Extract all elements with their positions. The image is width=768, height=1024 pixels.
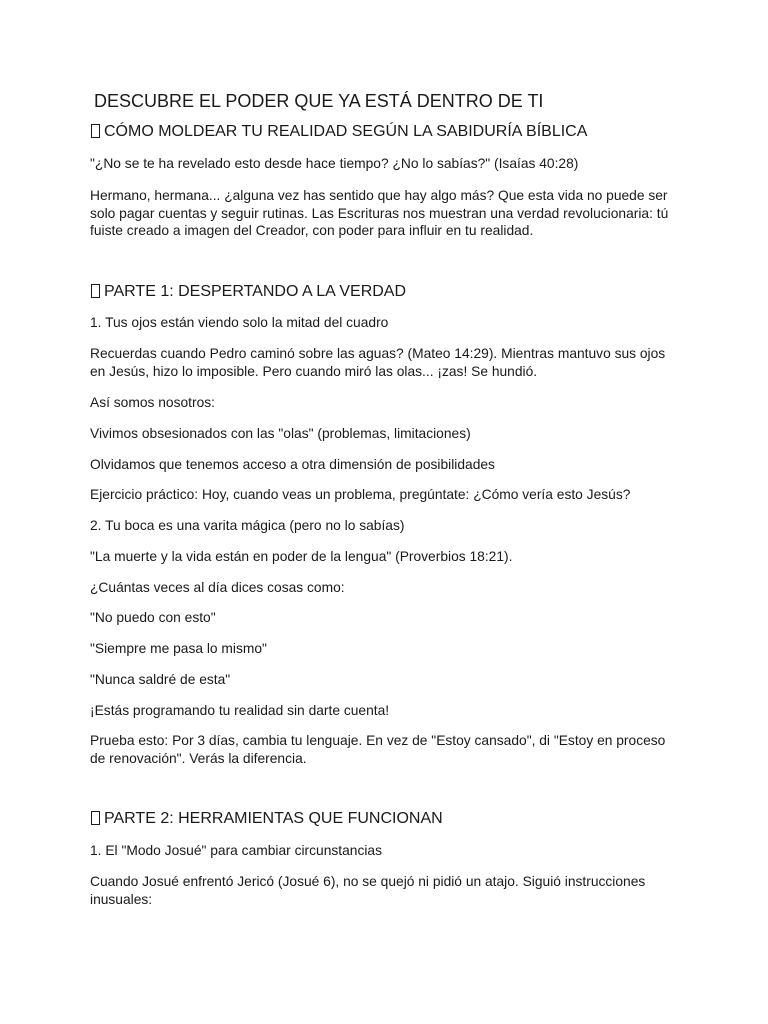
part1-paragraph: ¡Estás programando tu realidad sin darte cuenta!: [90, 703, 390, 718]
part1-paragraph: "Siempre me pasa lo mismo": [90, 641, 267, 656]
intro-quote: "¿No se te ha revelado esto desde hace tiempo? ¿No lo sabías?" (Isaías 40:28): [90, 156, 579, 171]
part1-paragraph: "No puedo con esto": [90, 610, 216, 625]
part1-paragraph: 2. Tu boca es una varita mágica (pero no lo sabías): [90, 518, 405, 533]
part1-paragraph: Prueba esto: Por 3 días, cambia tu lenguaje. En vez de "Estoy cansado", di "Estoy en proceso de renovación". Verás la diferencia.: [90, 733, 666, 766]
part1-paragraph: Ejercicio práctico: Hoy, cuando veas un problema, pregúntate: ¿Cómo vería esto Jesús?: [90, 487, 631, 502]
part1-heading-text: PARTE 1: DESPERTANDO A LA VERDAD: [104, 283, 407, 300]
part2-paragraph: Cuando Josué enfrentó Jericó (Josué 6), no se quejó ni pidió un atajo. Siguió instrucciones inusuales:: [90, 874, 646, 907]
part1-paragraph: ¿Cuántas veces al día dices cosas como:: [90, 580, 345, 595]
missing-glyph-icon: [91, 124, 100, 138]
missing-glyph-icon: [91, 284, 100, 298]
subtitle-text: CÓMO MOLDEAR TU REALIDAD SEGÚN LA SABIDURÍA BÍBLICA: [104, 123, 588, 140]
part2-paragraph: 1. El "Modo Josué" para cambiar circunstancias: [90, 843, 382, 858]
part2-heading: [91, 809, 443, 829]
document-title: DESCUBRE EL PODER QUE YA ESTÁ DENTRO DE TI: [94, 91, 544, 111]
part1-paragraph: "Nunca saldré de esta": [90, 672, 231, 687]
part1-heading: [91, 282, 406, 302]
missing-glyph-icon: [91, 811, 100, 825]
part1-paragraph: Recuerdas cuando Pedro caminó sobre las aguas? (Mateo 14:29). Mientras mantuvo sus ojos en Jesús, hizo lo imposible. Pero cuando miró las olas... ¡zas! Se hundió.: [90, 346, 666, 379]
part1-paragraph: Olvidamos que tenemos acceso a otra dimensión de posibilidades: [90, 457, 495, 472]
document-subtitle: [91, 122, 587, 142]
part1-paragraph: 1. Tus ojos están viendo solo la mitad del cuadro: [90, 315, 389, 330]
part1-paragraph: Vivimos obsesionados con las "olas" (problemas, limitaciones): [90, 426, 471, 441]
intro-paragraph: Hermano, hermana... ¿alguna vez has sentido que hay algo más? Que esta vida no puede ser solo pagar cuentas y seguir rutinas. Las Escrituras nos muestran una verdad revolucionaria: tú fuiste creado a imagen del Creador, con poder para influir en tu realidad.: [90, 188, 669, 238]
part1-paragraph: "La muerte y la vida están en poder de la lengua" (Proverbios 18:21).: [90, 549, 513, 564]
part1-paragraph: Así somos nosotros:: [90, 395, 215, 410]
part2-heading-text: PARTE 2: HERRAMIENTAS QUE FUNCIONAN: [104, 810, 443, 827]
